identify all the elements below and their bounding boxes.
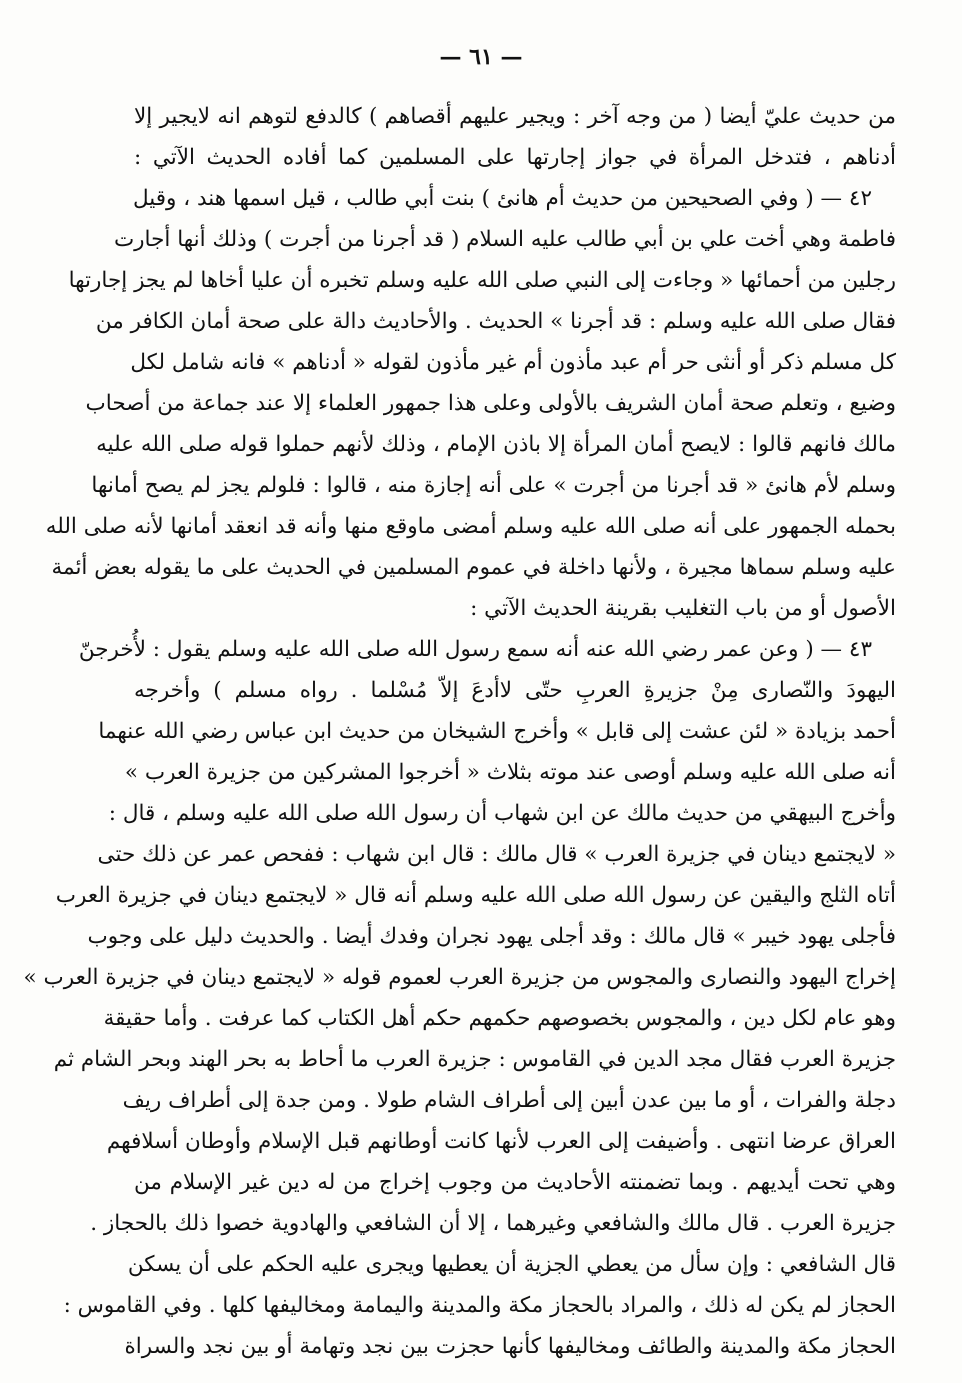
hadith-43-line-1: ٤٣ — ( وعن عمر رضي الله عنه أنه سمع رسول الله صلى الله عليه وسلم يقول : لأُخرجنّ xyxy=(78,637,872,662)
text-line-27: وهي تحت أيديهم . وبما تضمنته الأحاديث من وجوب إخراج من له دين غير الإسلام من xyxy=(134,1170,896,1195)
text-line-25: دجلة والفرات ، أو ما بين عدن أبين إلى أطراف الشام طولا . ومن جدة إلى أطراف ريف xyxy=(122,1088,896,1113)
hadith-42-line-1: ٤٢ — ( وفي الصحيحين من حديث أم هانئ ) بنت أبي طالب ، قيل اسمها هند ، وقيل xyxy=(132,186,872,211)
text-line-2: أدناهم ، فتدخل المرأة في جواز إجارتها على المسلمين كما أفاده الحديث الآتي : xyxy=(134,145,896,170)
text-line-21: فأجلى يهود خيبر » قال مالك : وقد أجلى يهود نجران وفدك أيضا . والحديث دليل على وجوب xyxy=(87,924,896,949)
text-line-31: الحجاز مكة والمدينة والطائف ومخاليفها كأنها حجزت بين نجد وتهامة أو بين نجد والسراة xyxy=(124,1334,896,1359)
text-line-16: أحمد بزيادة « لئن عشت إلى قابل » وأخرج الشيخان من حديث ابن عباس رضي الله عنهما xyxy=(98,719,896,744)
text-line-1: من حديث عليّ أيضا ( من وجه آخر : ويجير عليهم أقصاهم ) كالدفع لتوهم انه لايجير إلا xyxy=(134,104,896,129)
text-line-12: عليه وسلم سماها مجيرة ، ولأنها داخلة في عموم المسلمين في الحديث على ما يقوله بعض أئمة xyxy=(51,555,896,580)
text-line-9: مالك فانهم قالوا : لايصح أمان المرأة إلا باذن الإمام ، وذلك لأنهم حملوا قوله صلى الله عليه xyxy=(96,432,896,457)
text-line-7: كل مسلم ذكر أو أنثى حر أم عبد مأذون أم غير مأذون لقوله « أدناهم » فانه شامل لكل xyxy=(130,350,896,375)
text-line-8: وضيع ، وتعلم صحة أمان الشريف بالأولى وعلى هذا جمهور العلماء إلا عند جماعة من أصحاب xyxy=(85,391,896,416)
text-line-11: بحمله الجمهور على أنه صلى الله عليه وسلم أمضى ماوقع منها وأنه قد انعقد أمانها لأنه صلى الله xyxy=(45,514,896,539)
text-line-24: جزيرة العرب فقال مجد الدين في القاموس : جزيرة العرب ما أحاط به بحر الهند وبحر الشام ثم xyxy=(53,1047,896,1072)
text-line-29: قال الشافعي : وإن سأل من يعطي الجزية أن يعطيها ويجرى عليه الحكم على أن يسكن xyxy=(127,1252,896,1277)
text-line-19: « لايجتمع دينان في جزيرة العرب » قال مالك : قال ابن شهاب : ففحص عمر عن ذلك حتى xyxy=(97,842,896,867)
text-line-30: الحجاز لم يكن له ذلك ، والمراد بالحجاز مكة والمدينة واليمامة ومخاليفها كلها . وفي القاموس : xyxy=(63,1293,896,1318)
body-text xyxy=(23,96,896,1367)
text-line-28: جزيرة العرب . قال مالك والشافعي وغيرهما ، إلا أن الشافعي والهادوية خصوا ذلك بالحجاز . xyxy=(90,1211,896,1236)
text-line-6: فقال صلى الله عليه وسلم : قد أجرنا » الحديث . والأحاديث دالة على صحة أمان الكافر من xyxy=(95,309,896,334)
text-line-26: العراق عرضا انتهى . وأضيفت إلى العرب لأنها كانت أوطانهم قبل الإسلام وأوطان أسلافهم xyxy=(106,1129,896,1154)
text-line-10: وسلم لأم هانئ « قد أجرنا من أجرت » على أنه إجازة منه ، قالوا : فلولم يجز لم يصح أمانها xyxy=(91,473,896,498)
text-line-22: إخراج اليهود والنصارى والمجوس من جزيرة العرب لعموم قوله « لايجتمع دينان في جزيرة العرب » xyxy=(23,965,896,990)
page-number: — ٦١ — xyxy=(439,44,523,70)
text-line-23: وهو عام لكل دين ، والمجوس بخصوصهم حكمهم حكم أهل الكتاب كما عرفت . وأما حقيقة xyxy=(103,1006,896,1031)
text-line-20: أتاه الثلج واليقين عن رسول الله صلى الله عليه وسلم أنه قال « لايجتمع دينان في جزيرة العرب xyxy=(55,883,896,908)
text-line-15: اليهودَ والنّصارى مِنْ جزيرةِ العربِ حتّى لاأدعَ إلاّ مُسْلما . رواه مسلم ) وأخرجه xyxy=(134,678,896,703)
text-line-17: أنه صلى الله عليه وسلم أوصى عند موته بثلاث « أخرجوا المشركين من جزيرة العرب » xyxy=(124,760,896,785)
text-line-18: وأخرج البيهقي من حديث مالك عن ابن شهاب أن رسول الله صلى الله عليه وسلم ، قال : xyxy=(108,801,896,826)
text-line-13: الأصول أو من باب التغليب بقرينة الحديث الآتي : xyxy=(470,596,896,621)
text-line-5: رجلين من أحمائها « وجاءت إلى النبي صلى الله عليه وسلم تخبره أن عليا أخاها لم يجز إجارتها xyxy=(68,268,896,293)
text-line-4: فاطمة وهي أخت علي بن أبي طالب عليه السلام ( قد أجرنا من أجرت ) وذلك أنها أجارت xyxy=(113,227,896,252)
